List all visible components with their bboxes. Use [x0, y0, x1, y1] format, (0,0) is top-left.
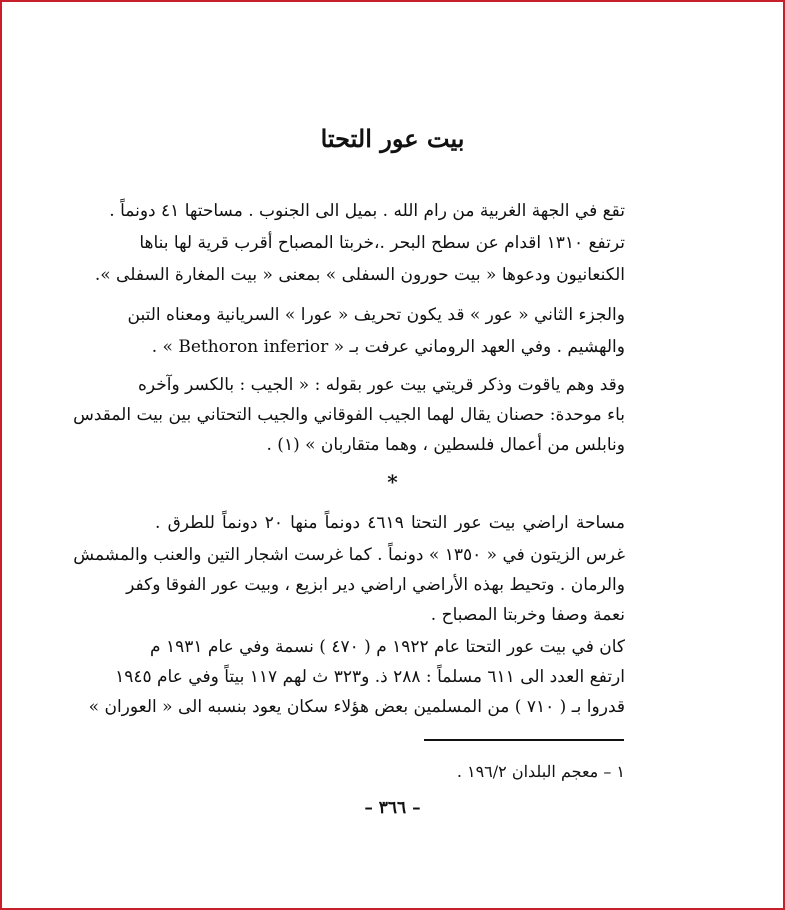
- paragraph-5-line-1: كان في بيت عور التحتا عام ١٩٢٢ م ( ٤٧٠ ) نسمة وفي عام ١٩٣١ م: [150, 637, 625, 657]
- paragraph-4-line-4: نعمة وصفا وخربتا المصباح .: [430, 605, 625, 625]
- paragraph-1-line-2: ترتفع ١٣١٠ اقدام عن سطح البحر .،خربتا المصباح أقرب قرية لها بناها: [139, 233, 625, 253]
- paragraph-5-line-3: قدروا بـ ( ٧١٠ ) من المسلمين بعض هؤلاء سكان يعود بنسبه الى « العوران »: [88, 697, 625, 717]
- paragraph-1-line-1: تقع في الجهة الغربية من رام الله . بميل الى الجنوب . مساحتها ٤١ دونماً .: [109, 201, 625, 221]
- paragraph-3-line-3: ونابلس من أعمال فلسطين ، وهما متقاربان » (١) .: [266, 435, 625, 455]
- paragraph-4-line-1: مساحة اراضي بيت عور التحتا ٤٦١٩ دونماً منها ٢٠ دونماً للطرق .: [155, 513, 626, 533]
- paragraph-4-line-3: والرمان . وتحيط بهذه الأراضي اراضي دير ابزيع ، وبيت عور الفوقا وكفر: [126, 575, 625, 595]
- section-separator: *: [387, 470, 398, 494]
- page-number: – ٣٦٦ –: [364, 798, 421, 818]
- paragraph-3-line-1: وقد وهم ياقوت وذكر قريتي بيت عور بقوله : « الجيب : بالكسر وآخره: [137, 375, 625, 395]
- paragraph-2-line-2: والهشيم . وفي العهد الروماني عرفت بـ « Bethoron inferior » .: [151, 337, 625, 357]
- footnote-divider: [424, 739, 624, 741]
- paragraph-5-line-2: ارتفع العدد الى ٦١١ مسلماً : ٢٨٨ ذ. و٣٢٣ ث لهم ١١٧ بيتاً وفي عام ١٩٤٥: [115, 667, 625, 687]
- paragraph-3-line-2: باء موحدة: حصنان يقال لهما الجيب الفوقاني والجيب التحتاني بين بيت المقدس: [73, 405, 625, 425]
- paragraph-2-line-1: والجزء الثاني « عور » قد يكون تحريف « عورا » السريانية ومعناه التبن: [127, 305, 625, 325]
- paragraph-4-line-2: غرس الزيتون في « ١٣٥٠ » دونماً . كما غرست اشجار التين والعنب والمشمش: [73, 545, 625, 565]
- footnote: ١ – معجم البلدان ١٩٦/٢ .: [456, 762, 625, 781]
- paragraph-1-line-3: الكنعانيون ودعوها « بيت حورون السفلى » بمعنى « بيت المغارة السفلى ».: [94, 265, 625, 285]
- page-title: بيت عور التحتا: [320, 124, 465, 153]
